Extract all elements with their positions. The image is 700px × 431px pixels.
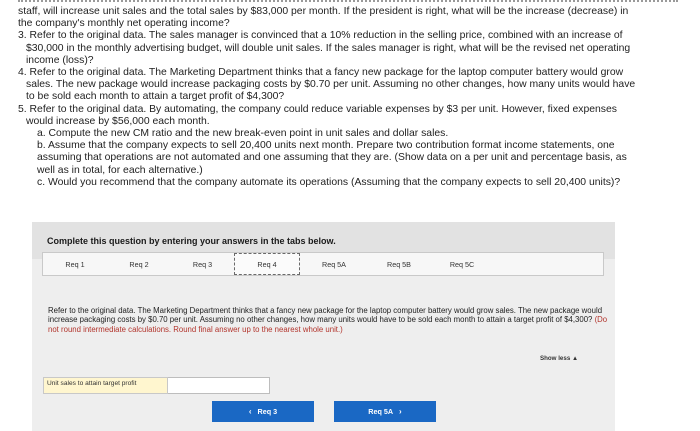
question-text <box>48 306 608 334</box>
requirement-3-cont: income (loss)? <box>26 54 94 66</box>
problem-line: the company's monthly net operating income? <box>18 18 230 30</box>
requirement-4-cont: sales. The new package would increase packaging costs by $0.70 per unit. Assuming no other changes, how many units would have <box>26 79 636 91</box>
requirement-5b: b. Assume that the company expects to sell 20,400 units next month. Prepare two contribution format income statements, one <box>37 140 615 152</box>
tab-req-4[interactable]: Req 4 <box>234 253 300 275</box>
prev-req-label: Req 3 <box>257 407 278 416</box>
problem-line: staff, will increase unit sales and the total sales by $83,000 per month. If the president is right, what will be the increase (decrease) in <box>18 6 629 17</box>
tab-req-5b[interactable]: Req 5B <box>387 259 411 269</box>
show-less-toggle[interactable] <box>540 355 578 362</box>
answer-label: Unit sales to attain target profit <box>43 377 168 394</box>
rounding-note: (Do not round intermediate calculations. Round final answer up to the nearest whole unit.) <box>48 315 608 334</box>
cropped-text-edge <box>18 0 678 4</box>
requirement-3: 3. Refer to the original data. The sales manager is convinced that a 10% reduction in the selling price, combined with an increase of <box>18 30 623 42</box>
show-less-label: Show less <box>540 355 571 362</box>
question-body: Refer to the original data. The Marketing Department thinks that a fancy new package for the laptop computer battery would grow sales. The new package would increase packaging costs by $0.70 per unit. Assuming no other changes, how many units would have to be sold each month to attain a target profit of $4,300? <box>48 306 603 325</box>
tab-req-5c[interactable]: Req 5C <box>449 259 475 269</box>
prev-req-button[interactable] <box>212 401 314 422</box>
tab-req-5a[interactable]: Req 5A <box>322 259 346 269</box>
requirement-3-cont: $30,000 in the monthly advertising budget, will double unit sales. If the sales manager is right, what will be the revised net operating <box>26 42 631 54</box>
requirement-5a: a. Compute the new CM ratio and the new break-even point in unit sales and dollar sales. <box>37 128 449 140</box>
caret-up-icon: ▲ <box>572 355 579 362</box>
tab-req-2[interactable]: Req 2 <box>129 259 149 269</box>
chevron-left-icon: ‹ <box>248 407 252 416</box>
chevron-right-icon: › <box>399 407 402 416</box>
requirement-5-cont: would increase by $56,000 each month. <box>26 115 210 127</box>
next-req-button[interactable] <box>334 401 436 422</box>
tab-req-3[interactable]: Req 3 <box>192 259 213 269</box>
requirement-4-cont: to be sold each month to attain a target profit of $4,300? <box>26 91 285 103</box>
answer-row <box>43 377 270 394</box>
problem-statement <box>18 6 682 189</box>
requirement-4: 4. Refer to the original data. The Marketing Department thinks that a fancy new package for the laptop computer battery would grow <box>18 67 624 79</box>
tab-req-1[interactable]: Req 1 <box>65 259 85 269</box>
requirement-5: 5. Refer to the original data. By automating, the company could reduce variable expenses by $3 per unit. However, fixed expenses <box>18 103 617 115</box>
requirement-tabs <box>42 252 604 276</box>
unit-sales-input[interactable] <box>168 377 270 394</box>
panel-header: Complete this question by entering your answers in the tabs below. <box>32 222 615 259</box>
requirement-5b-cont: assuming that operations are not automated and one assuming that they are. (Show data on a per unit and percentage basis, as <box>37 152 627 164</box>
next-req-label: Req 5A <box>368 407 394 416</box>
requirement-5c: c. Would you recommend that the company automate its operations (Assuming that the company expects to sell 20,400 units)? <box>37 176 621 188</box>
answer-panel <box>32 222 615 431</box>
requirement-5b-cont: well as in total, for each alternative.) <box>37 164 203 176</box>
